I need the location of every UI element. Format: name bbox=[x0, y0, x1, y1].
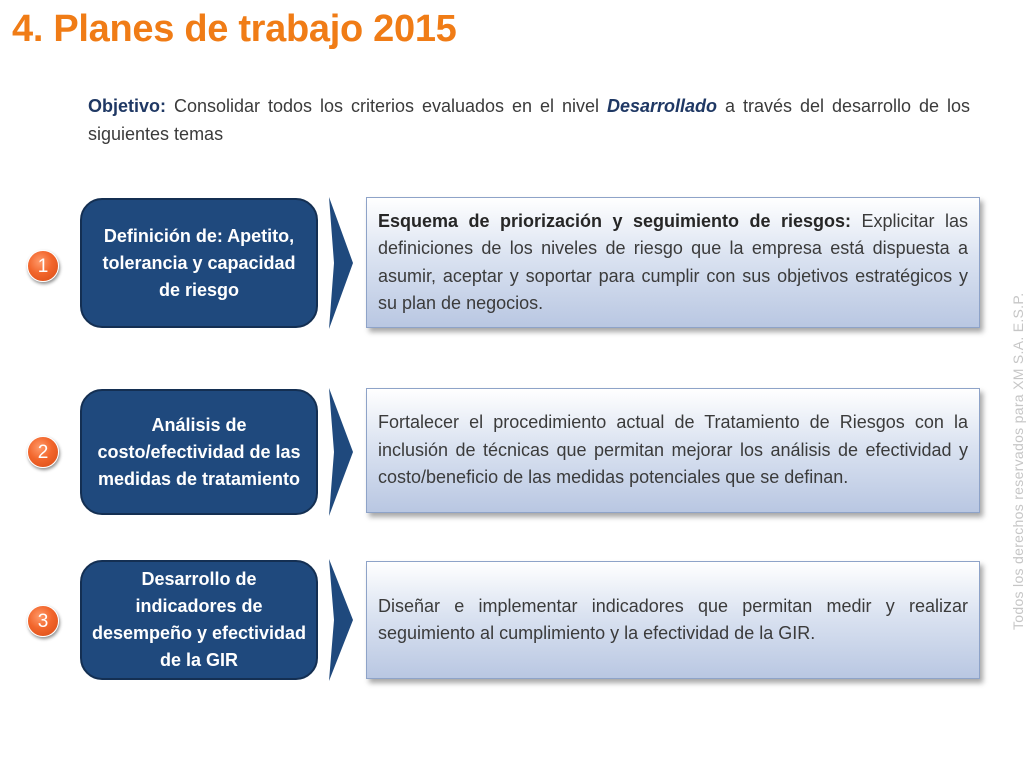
topic-label: Desarrollo de indicadores de desempeño y efectividad de la GIR bbox=[91, 569, 307, 670]
objective-emphasis: Desarrollado bbox=[606, 96, 718, 116]
objective-text-after: a través del desarrollo de los siguientes temas bbox=[88, 96, 970, 144]
step-number-badge: 1 bbox=[27, 250, 59, 282]
detail-content bbox=[378, 593, 968, 648]
detail-text: Fortalecer el procedimiento actual de Tratamiento de Riesgos con la inclusión de técnicas que permitan mejorar los análisis de efectividad y costo/beneficio de las medidas potenciales que se definan. bbox=[378, 412, 968, 488]
chevron-right-icon bbox=[329, 388, 355, 516]
topic-box bbox=[80, 389, 318, 515]
slide-title: 4. Planes de trabajo 2015 bbox=[12, 8, 457, 50]
topic-box bbox=[80, 198, 318, 328]
detail-box bbox=[366, 197, 980, 328]
objective-label: Objetivo: bbox=[88, 96, 167, 116]
detail-bold-text: Esquema de priorización y seguimiento de riesgos: bbox=[378, 210, 851, 231]
step-number-badge: 3 bbox=[27, 605, 59, 637]
detail-text: Diseñar e implementar indicadores que permitan medir y realizar seguimiento al cumplimiento y la efectividad de la GIR. bbox=[378, 595, 968, 643]
detail-box bbox=[366, 561, 980, 679]
chevron-right-icon bbox=[329, 197, 355, 329]
detail-box bbox=[366, 388, 980, 513]
step-number-badge: 2 bbox=[27, 436, 59, 468]
chevron-right-icon bbox=[329, 559, 355, 681]
detail-content bbox=[378, 208, 968, 318]
topic-label: Definición de: Apetito, tolerancia y capacidad de riesgo bbox=[102, 225, 296, 300]
detail-content bbox=[378, 409, 968, 492]
objective-text-before: Consolidar todos los criterios evaluados en el nivel bbox=[166, 96, 607, 116]
topic-label: Análisis de costo/efectividad de las medidas de tratamiento bbox=[97, 414, 301, 489]
detail-text: Explicitar las definiciones de los niveles de riesgo que la empresa está dispuesta a asumir, aceptar y soportar para cumplir con sus objetivos estratégicos y su plan de negocios. bbox=[378, 210, 968, 313]
objective-paragraph bbox=[88, 92, 970, 148]
topic-box bbox=[80, 560, 318, 680]
copyright-notice: Todos los derechos reservados para XM S.A. E.S.P. bbox=[1010, 292, 1026, 630]
